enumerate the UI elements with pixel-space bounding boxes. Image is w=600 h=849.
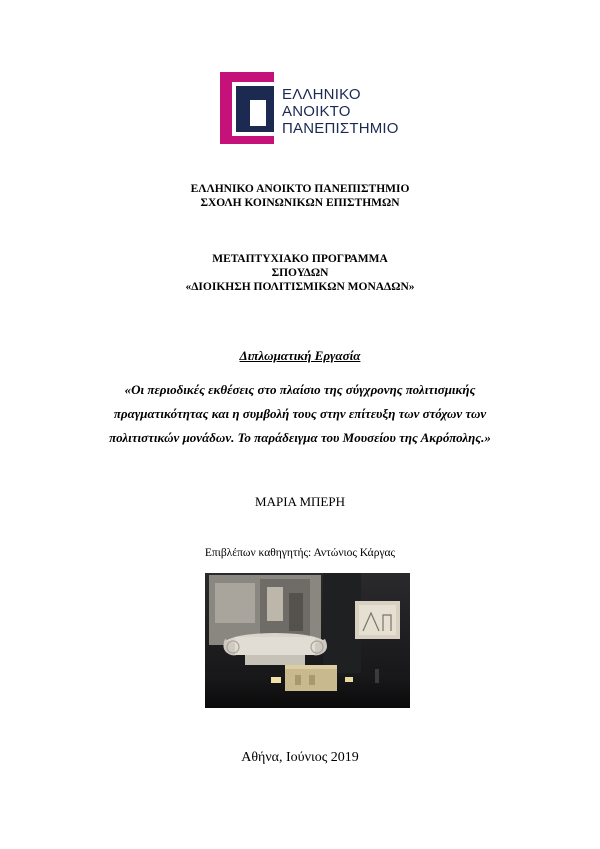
logo-line-2: ΑΝΟΙΚΤΟ [282, 103, 351, 120]
program-block [0, 252, 600, 294]
museum-exhibition-photo [205, 573, 410, 708]
thesis-title-line-1: «Οι περιοδικές εκθέσεις στο πλαίσιο της σύγχρονης πολιτισμικής [124, 382, 476, 397]
logo-line-3: ΠΑΝΕΠΙΣΤΗΜΙΟ [282, 120, 399, 137]
university-name: ΕΛΛΗΝΙΚΟ ΑΝΟΙΚΤΟ ΠΑΝΕΠΙΣΤΗΜΙΟ [190, 183, 410, 195]
thesis-title-line-2: πραγματικότητας και η συμβολή τους στην επίτευξη των στόχων των [113, 406, 487, 421]
institution-block [0, 182, 600, 210]
school-name: ΣΧΟΛΗ ΚΟΙΝΩΝΙΚΩΝ ΕΠΙΣΤΗΜΩΝ [200, 197, 400, 209]
thesis-type-label: Διπλωματική Εργασία [239, 348, 361, 363]
program-line-2: ΣΠΟΥΔΩΝ [271, 267, 329, 279]
logo-line-1: ΕΛΛΗΝΙΚΟ [282, 86, 361, 103]
university-logo-text [282, 86, 399, 137]
program-line-1: ΜΕΤΑΠΤΥΧΙΑΚΟ ΠΡΟΓΡΑΜΜΑ [212, 253, 388, 265]
program-line-3: «ΔΙΟΙΚΗΣΗ ΠΟΛΙΤΙΣΜΙΚΩΝ ΜΟΝΑΔΩΝ» [185, 281, 415, 293]
author-name: ΜΑΡΙΑ ΜΠΕΡΗ [255, 494, 345, 509]
place-and-date: Αθήνα, Ιούνιος 2019 [241, 750, 359, 765]
university-logo-mark [218, 70, 282, 146]
supervisor-line: Επιβλέπων καθηγητής: Αντώνιος Κάργας [204, 547, 396, 559]
thesis-title-line-3: πολιτιστικών μονάδων. Το παράδειγμα του Μουσείου της Ακρόπολης.» [109, 430, 491, 445]
thesis-title [70, 378, 530, 450]
university-logo [218, 70, 418, 146]
